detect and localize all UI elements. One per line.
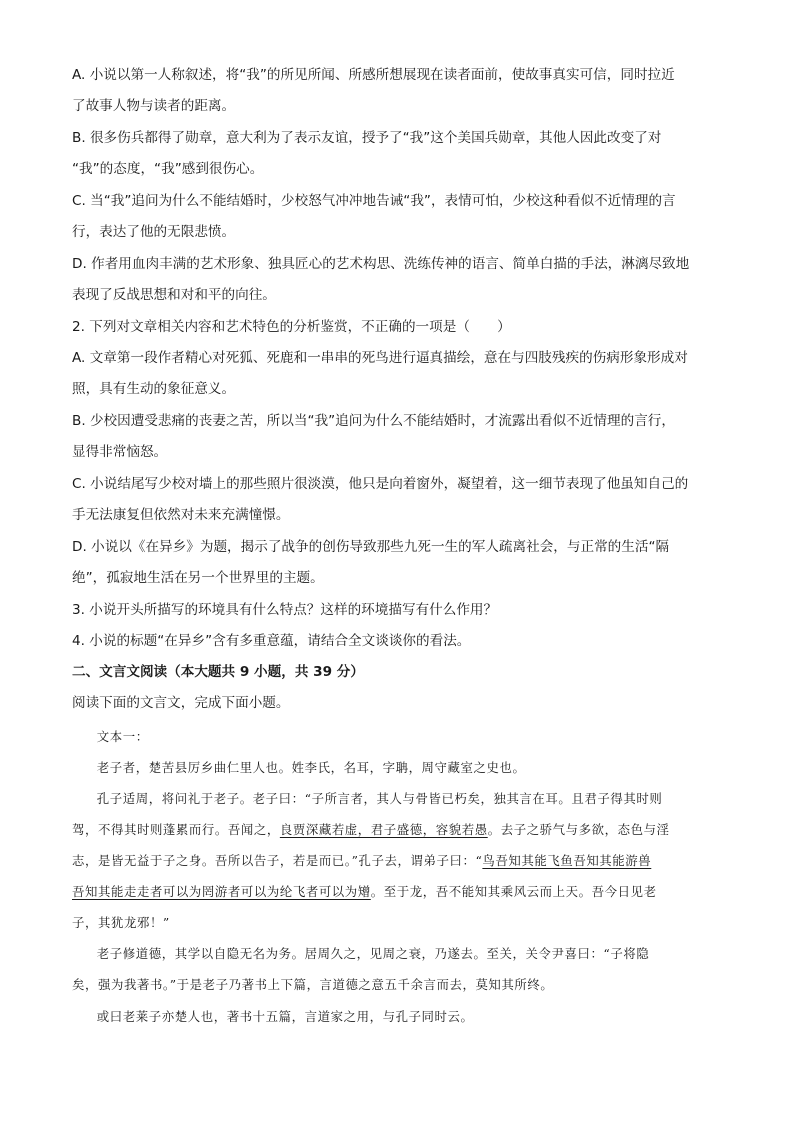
q2-option-b: B. 少校因遭受悲痛的丧妻之苦，所以当“我”追问为什么不能结婚时，才流露出看似不近情理的言行， 显得非常恼怒。	[72, 413, 675, 460]
underlined-passage-part1: 鸟吾知其能飞鱼吾知其能游兽	[482, 853, 652, 868]
q3-stem: 3. 小说开头所描写的环境具有什么特点？这样的环境描写有什么作用？	[72, 602, 498, 618]
section-heading: 二、文言文阅读（本大题共 9 小题，共 39 分）	[72, 664, 364, 680]
q2-option-d: D. 小说以《在异乡》为题，揭示了战争的创伤导致那些九死一生的军人疏离社会，与正常的生活“隔 绝”，孤寂地生活在另一个世界里的主题。	[72, 539, 670, 586]
q2-option-c: C. 小说结尾写少校对墙上的那些照片很淡漠，他只是向着窗外，凝望着，这一细节表现了他虽知自己的 手无法康复但依然对未来充满憧憬。	[72, 476, 689, 523]
classical-paragraph-1: 老子者，楚苦县厉乡曲仁里人也。姓李氏，名耳，字聃，周守藏室之史也。	[96, 760, 526, 775]
q1-option-c: C. 当“我”追问为什么不能结婚时，少校怒气冲冲地告诫“我”，表情可怕，少校这种看似不近情理的言 行，表达了他的无限悲愤。	[72, 193, 676, 240]
q1-option-d: D. 作者用血肉丰满的艺术形象、独具匠心的艺术构思、洗练传神的语言、简单白描的手法，淋漓尽致地 表现了反战思想和对和平的向往。	[72, 256, 690, 303]
q4-stem: 4. 小说的标题“在异乡”含有多重意蕴，请结合全文谈谈你的看法。	[72, 633, 471, 649]
underlined-passage-part2: 吾知其能走走者可以为罔游者可以为纶飞者可以为矰	[72, 884, 371, 899]
q1-option-b: B. 很多伤兵都得了勋章，意大利为了表示友谊，授予了“我”这个美国兵勋章，其他人因此改变了对 “我”的态度，“我”感到很伤心。	[72, 130, 662, 177]
reading-instruction: 阅读下面的文言文，完成下面小题。	[72, 695, 290, 711]
classical-paragraph-4: 或曰老莱子亦楚人也，著书十五篇，言道家之用，与孔子同时云。	[96, 1009, 474, 1024]
q2-option-a: A. 文章第一段作者精心对死狐、死鹿和一串串的死鸟进行逼真描绘，意在与四肢残疾的伤病形象形成对 照，具有生动的象征意义。	[72, 350, 688, 397]
text1-label: 文本一：	[96, 729, 149, 744]
q1-option-a: A. 小说以第一人称叙述，将“我”的所见所闻、所感所想展现在读者面前，使故事真实可信，同时拉近 了故事人物与读者的距离。	[72, 67, 675, 114]
classical-paragraph-2: 孔子适周，将问礼于老子。老子曰：“子所言者，其人与骨皆已朽矣，独其言在耳。且君子得其时则 驾，不得其时则蓬累而行。吾闻之，良贾深藏若虚，君子盛德，容貌若愚。去子之骄气与多欲，态色与淫 志，是皆无益于子之身。吾所以告子，若是而已。”孔子去，谓弟子曰：“鸟吾知其能飞鱼吾知其能游兽 吾知其能走走者可以为罔游者可以为纶飞者可以为矰。至于龙，吾不能知其乘风云而上天。吾今日见老 子，其犹龙邪！”	[72, 791, 670, 930]
classical-paragraph-3: 老子修道德，其学以自隐无名为务。居周久之，见周之衰，乃遂去。至关，关令尹喜曰：“子将隐 矣，强为我著书。”于是老子乃著书上下篇，言道德之意五千余言而去，莫知其所终。	[72, 946, 650, 992]
underlined-phrase: 良贾深藏若虚，君子盛德，容貌若愚	[279, 822, 488, 837]
q2-stem: 2. 下列对文章相关内容和艺术特色的分析鉴赏，不正确的一项是（ ）	[72, 319, 511, 335]
